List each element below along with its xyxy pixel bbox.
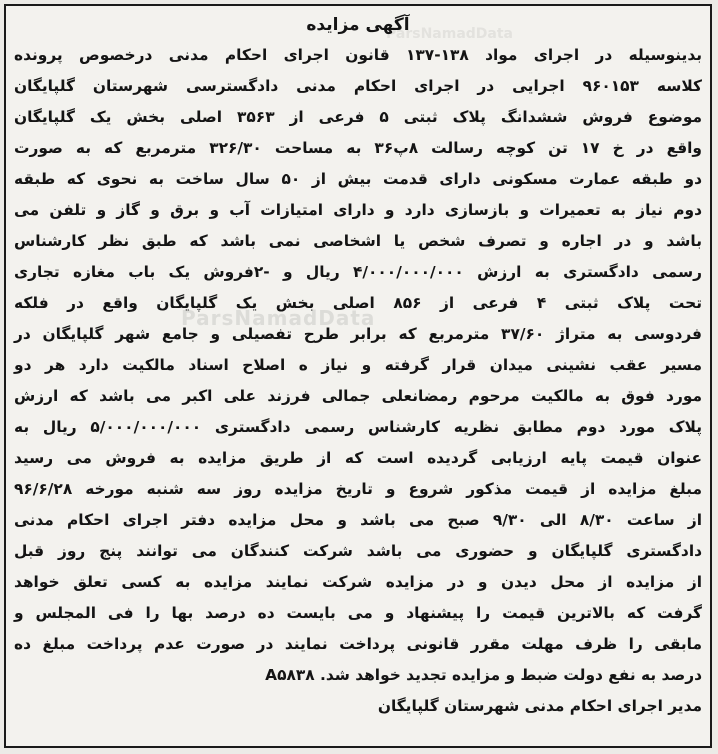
notice-line: بدینوسیله در اجرای مواد ۱۳۸-۱۳۷ قانون اجرای احکام مدنی درخصوص پرونده: [14, 46, 702, 64]
notice-line: دو طبقه عمارت مسکونی دارای قدمت بیش از ۵۰ سال ساخت به نحوی که طبقه: [14, 170, 702, 188]
notice-frame: [4, 4, 712, 748]
notice-line: کلاسه ۹۶۰۱۵۳ اجرایی در اجرای احکام مدنی دادگسترسی شهرستان گلپایگان: [14, 77, 702, 95]
notice-line: مبلغ مزایده از قیمت مذکور شروع و تاریخ مزایده روز سه شنبه مورخه ۹۶/۶/۲۸: [14, 480, 702, 498]
notice-body: [12, 10, 704, 742]
notice-line: مسیر عقب نشینی میدان قرار گرفته و نیاز ه اصلاح اسناد مالکیت دارد هر دو: [14, 356, 702, 374]
notice-line: از ساعت ۸/۳۰ الی ۹/۳۰ صبح می باشد و محل مزایده دفتر اجرای احکام مدنی: [14, 511, 702, 529]
notice-line: تحت پلاک ثبتی ۴ فرعی از ۸۵۶ اصلی بخش یک گلپایگان واقع در فلکه: [14, 294, 702, 312]
notice-line: عنوان قیمت پایه ارزیابی گردیده است که از طریق مزایده به فروش می رسید: [14, 449, 702, 467]
notice-line: واقع در خ ۱۷ تن کوچه رسالت ۸پ۳۶ به مساحت ۳۲۶/۳۰ مترمربع که به صورت: [14, 139, 702, 157]
notice-line: دادگستری گلپایگان و حضوری می باشد شرکت کنندگان می توانند پنج روز قبل: [14, 542, 702, 560]
notice-line: مورد فوق به مالکیت مرحوم رمضانعلی جمالی فرزند علی اکبر می باشد که ارزش: [14, 387, 702, 405]
notice-title: آگهی مزایده: [306, 15, 410, 35]
notice-line: رسمی دادگستری به ارزش ۴/۰۰۰/۰۰۰/۰۰۰ ریال و -۲فروش یک باب مغازه تجاری: [14, 263, 702, 281]
notice-line: فردوسی به متراژ ۳۷/۶۰ مترمربع که برابر طرح تفصیلی و جامع شهر گلپایگان در: [14, 325, 702, 343]
notice-line: باشد و در اجاره و تصرف شخص یا اشخاصی نمی باشد که طبق نظر کارشناس: [14, 232, 702, 250]
notice-line: از مزایده از محل دیدن و در مزایده شرکت نمایند مزایده به کسی تعلق خواهد: [14, 573, 702, 591]
watermark-center: ParsNamadData: [181, 306, 376, 330]
notice-line: پلاک مورد دوم مطابق نظریه کارشناس رسمی دادگستری ۵/۰۰۰/۰۰۰/۰۰۰ ریال به: [14, 418, 702, 436]
watermark-top: ParsNamadData: [386, 26, 513, 42]
notice-line: گرفت که بالاترین قیمت را پیشنهاد و می بایست ده درصد بها را فی المجلس و: [14, 604, 702, 622]
notice-line: مابقی را ظرف مهلت مقرر قانونی پرداخت نمایند در صورت عدم پرداخت مبلغ ده: [14, 635, 702, 653]
notice-signature: مدیر اجرای احکام مدنی شهرستان گلپایگان: [377, 697, 702, 715]
notice-line: موضوع فروش ششدانگ پلاک ثبتی ۵ فرعی از ۳۵۶۳ اصلی بخش یک گلپایگان: [14, 108, 702, 126]
notice-line: درصد به نفع دولت ضبط و مزایده تجدید خواهد شد. A۵۸۳۸: [265, 666, 702, 684]
notice-line: دوم نیاز به تعمیرات و بازسازی دارد و دارای امتیازات آب و برق و گاز و تلفن می: [14, 201, 702, 219]
